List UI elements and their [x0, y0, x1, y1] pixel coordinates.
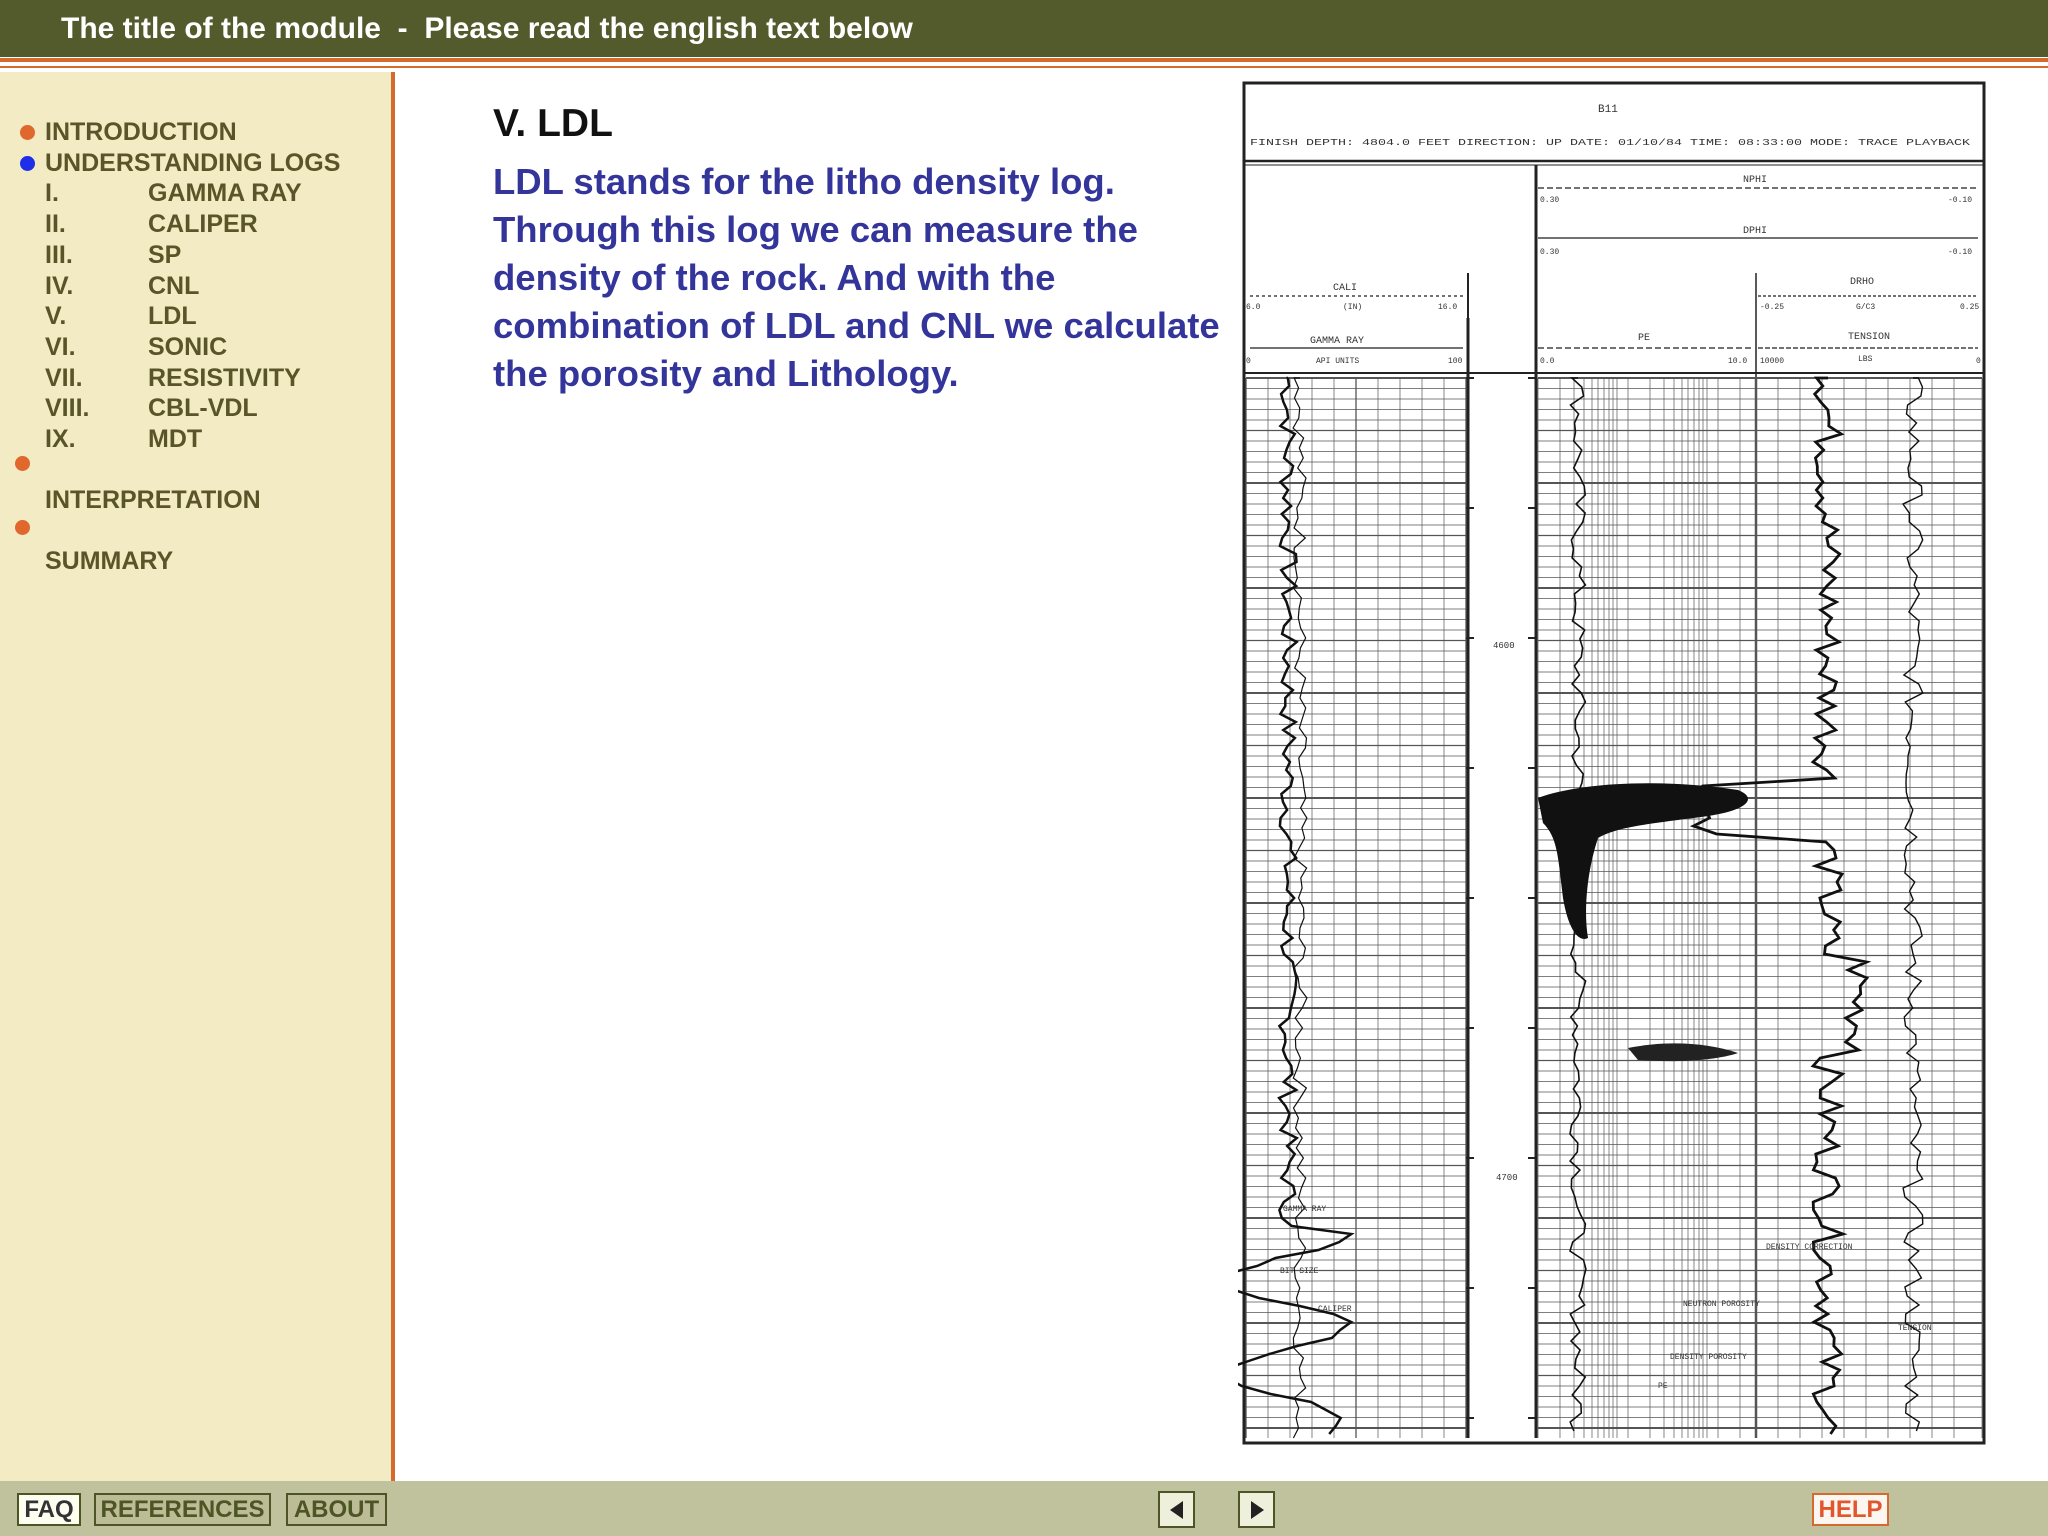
subitem-number: VI. — [45, 333, 76, 361]
subitem-label: CNL — [148, 272, 200, 300]
log-header-line: FINISH DEPTH: 4804.0 FEET DIRECTION: UP DATE: 01/10/84 TIME: 08:33:00 MODE: TRACE PLAYBACK — [1250, 138, 1971, 148]
cali-unit: (IN) — [1343, 303, 1363, 312]
bullet-icon — [20, 156, 35, 171]
previous-button[interactable] — [1158, 1491, 1195, 1528]
drho-label: DRHO — [1850, 277, 1875, 288]
dphi-right-value: -0.10 — [1948, 248, 1973, 257]
subitem-number: IX. — [45, 425, 76, 453]
sidebar-item-introduction[interactable]: INTRODUCTION — [45, 118, 237, 146]
header-divider-thin — [0, 66, 2048, 68]
subitem-number: II. — [45, 210, 66, 238]
help-button[interactable]: HELP — [1812, 1493, 1889, 1526]
bullet-icon — [20, 125, 35, 140]
gamma-ray-unit: API UNITS — [1316, 357, 1360, 366]
subitem-label: RESISTIVITY — [148, 364, 301, 392]
bullet-icon — [15, 456, 30, 471]
nphi-label: NPHI — [1743, 175, 1768, 186]
tension-left-value: 10000 — [1760, 357, 1785, 366]
dphi-label: DPHI — [1743, 226, 1768, 237]
sidebar-item-summary[interactable]: SUMMARY — [45, 547, 174, 575]
pe-right-value: 10.0 — [1728, 357, 1748, 366]
subitem-label: SONIC — [148, 333, 228, 361]
subitem-label: SP — [148, 241, 182, 269]
subitem-number: I. — [45, 179, 59, 207]
drho-left-value: -0.25 — [1760, 303, 1785, 312]
bullet-icon — [15, 520, 30, 535]
annotation-density-correction: DENSITY CORRECTION — [1766, 1243, 1853, 1252]
annotation-pe: PE — [1658, 1382, 1668, 1391]
cali-right-value: 16.0 — [1438, 303, 1458, 312]
subitem-number: VII. — [45, 364, 83, 392]
subitem-number: VIII. — [45, 394, 90, 422]
depth-marker: 4600 — [1493, 641, 1515, 651]
subitem-label: CBL-VDL — [148, 394, 258, 422]
nphi-right-value: -0.10 — [1948, 196, 1973, 205]
annotation-tension: TENSION — [1898, 1324, 1932, 1333]
triangle-left-icon — [1166, 1499, 1188, 1521]
gamma-ray-left-value: 0 — [1246, 357, 1251, 366]
subitem-label: MDT — [148, 425, 203, 453]
annotation-bit-size: BIT SIZE — [1280, 1267, 1319, 1276]
tension-label: TENSION — [1848, 332, 1891, 343]
references-button[interactable]: REFERENCES — [94, 1493, 271, 1526]
subitem-label: CALIPER — [148, 210, 258, 238]
tension-right-value: 0 — [1976, 357, 1981, 366]
annotation-gamma-ray: GAMMA RAY — [1283, 1205, 1327, 1214]
nphi-left-value: 0.30 — [1540, 196, 1560, 205]
about-button[interactable]: ABOUT — [286, 1493, 387, 1526]
faq-button[interactable]: FAQ — [17, 1493, 81, 1526]
triangle-right-icon — [1246, 1499, 1268, 1521]
cali-left-value: 6.0 — [1246, 303, 1261, 312]
subitem-label: GAMMA RAY — [148, 179, 302, 207]
sidebar-item-interpretation[interactable]: INTERPRETATION — [45, 486, 261, 514]
drho-right-value: 0.25 — [1960, 303, 1980, 312]
depth-marker: 4700 — [1496, 1173, 1518, 1183]
annotation-caliper: CALIPER — [1318, 1305, 1352, 1314]
dphi-left-value: 0.30 — [1540, 248, 1560, 257]
pe-left-value: 0.0 — [1540, 357, 1555, 366]
cali-label: CALI — [1333, 283, 1358, 294]
tension-unit: LBS — [1858, 355, 1873, 364]
header-divider — [0, 58, 2048, 62]
well-log-image — [1238, 78, 1990, 1448]
subitem-number: III. — [45, 241, 73, 269]
body-text: LDL stands for the litho density log. Through this log we can measure the density of the rock. And with the combination of LDL and CNL we calculate the porosity and Lithology. — [493, 161, 1220, 394]
annotation-neutron-porosity: NEUTRON POROSITY — [1683, 1300, 1760, 1309]
subitem-label: LDL — [148, 302, 197, 330]
sidebar-border — [391, 72, 395, 1481]
pe-label: PE — [1638, 333, 1651, 344]
annotation-density-porosity: DENSITY POROSITY — [1670, 1353, 1747, 1362]
sidebar-item-understanding-logs[interactable]: UNDERSTANDING LOGS — [45, 149, 341, 177]
gamma-ray-label: GAMMA RAY — [1310, 336, 1365, 347]
subitem-number: IV. — [45, 272, 74, 300]
next-button[interactable] — [1238, 1491, 1275, 1528]
subitem-number: V. — [45, 302, 67, 330]
log-title: B11 — [1598, 104, 1618, 116]
module-title: The title of the module - Please read the english text below — [0, 0, 2048, 57]
page-title: V. LDL — [493, 102, 613, 145]
gamma-ray-right-value: 100 — [1448, 357, 1463, 366]
drho-unit: G/C3 — [1856, 303, 1876, 312]
